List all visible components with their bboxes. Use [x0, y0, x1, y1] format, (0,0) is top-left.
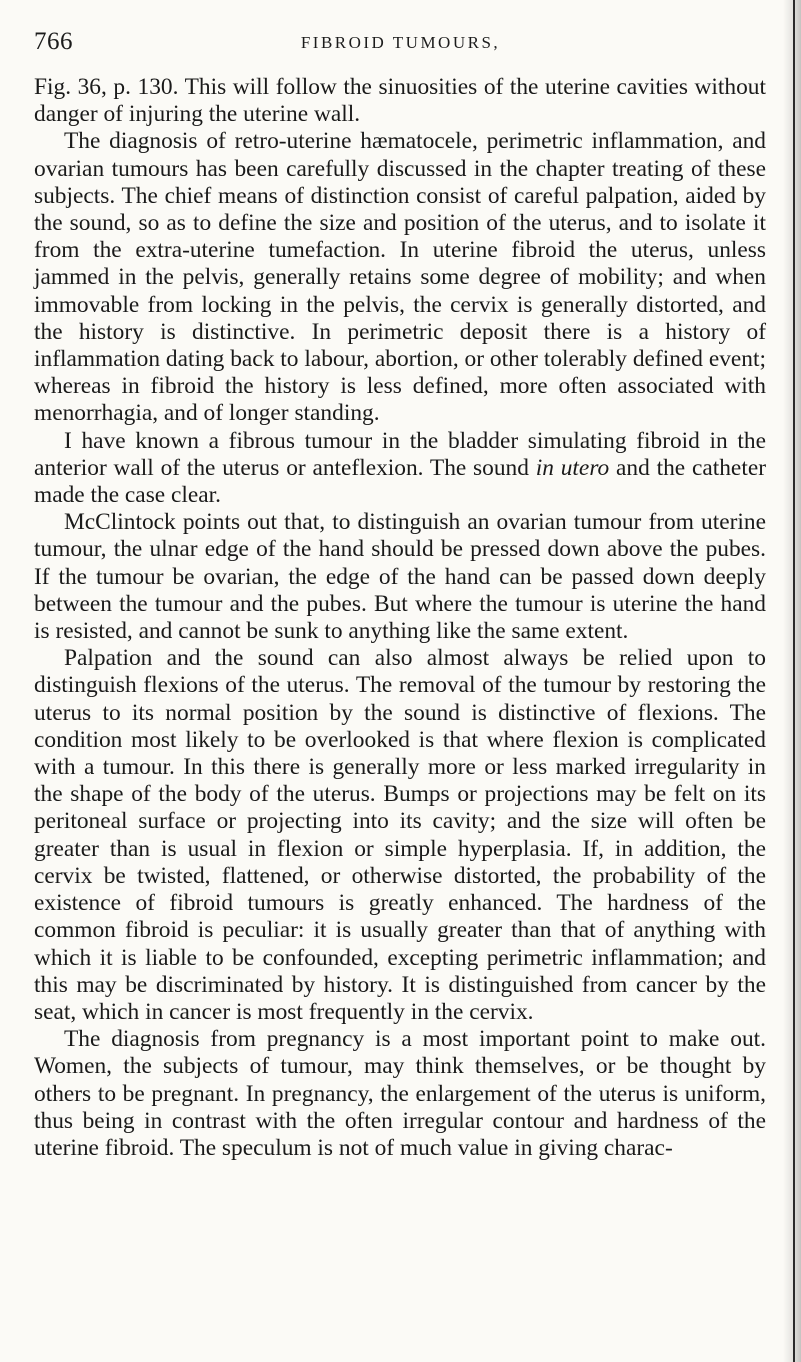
italic-phrase: in utero [535, 454, 610, 481]
paragraph-1: Fig. 36, p. 130. This will follow the sinuosities of the uterine cavities without danger of injuring the uterine wall. [34, 74, 766, 128]
paragraph-6: The diagnosis from pregnancy is a most important point to make out. Women, the subjects of tumour, may think themselves, or be thought by others to be pregnant. In pregnancy, the enlargement of the uterus is uniform, thus being in contrast with the often irregular contour and hardness of the uterine fibroid. The speculum is not of much value in giving charac- [34, 1026, 766, 1161]
paragraph-3: I have known a fibrous tumour in the bladder simulating fibroid in the anterior wall of the uterus or anteflexion. The sound in utero and the catheter made the case clear. [34, 427, 766, 509]
page-header [34, 28, 767, 58]
paragraph-2: The diagnosis of retro-uterine hæmatocele, perimetric inflammation, and ovarian tumours has been carefully discussed in the chapter treating of these subjects. The chief means of distinction consist of careful palpation, aided by the sound, so as to define the size and position of the uterus, and to isolate it from the extra-uterine tumefaction. In uterine fibroid the uterus, unless jammed in the pelvis, generally retains some degree of mobility; and when immovable from locking in the pelvis, the cervix is generally distorted, and the history is distinctive. In perimetric deposit there is a history of inflammation dating back to labour, abortion, or other tolerably defined event; whereas in fibroid the history is less defined, more often associated with menorrhagia, and of longer standing. [34, 128, 766, 427]
running-head: FIBROID TUMOURS, [300, 33, 501, 52]
paragraph-4: McClintock points out that, to distinguish an ovarian tumour from uterine tumour, the ulnar edge of the hand should be pressed down above the pubes. If the tumour be ovarian, the edge of the hand can be passed down deeply between the tumour and the pubes. But where the tumour is uterine the hand is resisted, and cannot be sunk to anything like the same extent. [34, 509, 766, 645]
body-text [34, 74, 766, 1162]
page-number: 766 [34, 28, 73, 55]
page-edge-shadow [783, 0, 801, 1362]
page-edge-line [793, 0, 795, 1362]
paragraph-5: Palpation and the sound can also almost always be relied upon to distinguish flexions of the uterus. The removal of the tumour by restoring the uterus to its normal position by the sound is distinctive of flexions. The condition most likely to be overlooked is that where flexion is complicated with a tumour. In this there is generally more or less marked irregularity in the shape of the body of the uterus. Bumps or projections may be felt on its peritoneal surface or projecting into its cavity; and the size will often be greater than is usual in flexion or simple hyperplasia. If, in addition, the cervix be twisted, flattened, or otherwise distorted, the probability of the existence of fibroid tumours is greatly enhanced. The hardness of the common fibroid is peculiar: it is usually greater than that of anything with which it is liable to be confounded, excepting perimetric inflammation; and this may be discriminated by history. It is distinguished from cancer by the seat, which in cancer is most frequently in the cervix. [34, 645, 766, 1025]
